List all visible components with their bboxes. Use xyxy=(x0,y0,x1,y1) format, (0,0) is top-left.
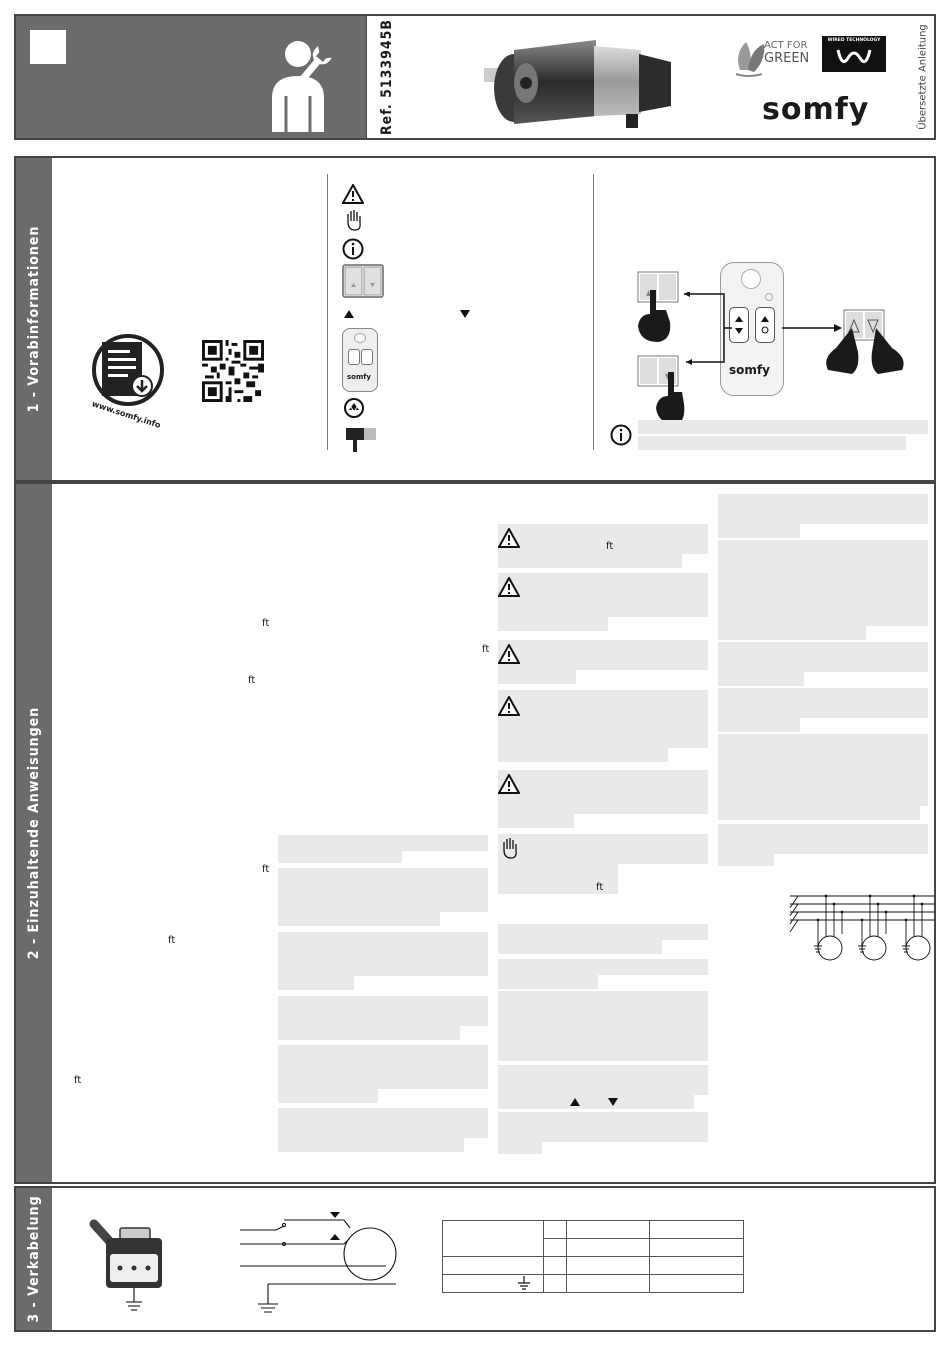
section-2-label: 2 - Einzuhaltende Anweisungen xyxy=(16,484,52,1182)
section-3-label: 3 - Verkabelung xyxy=(16,1188,52,1330)
act-for-green-line2: GREEN xyxy=(764,51,810,66)
up-down-symbol-icon xyxy=(344,398,364,418)
fragment-3: ft xyxy=(248,675,256,686)
connector-plug-icon xyxy=(344,426,378,454)
note-block-c2-3 xyxy=(278,932,488,976)
remote-small-brand: somfy xyxy=(347,373,371,381)
note-block-c4-1 xyxy=(718,494,928,524)
fragment-1: ft xyxy=(262,618,270,629)
warning-block-5 xyxy=(498,770,708,814)
note-block-c2-1 xyxy=(278,835,488,851)
header-dark-panel xyxy=(16,16,366,138)
note-block-c4-1b xyxy=(718,524,800,538)
stop-hand-icon xyxy=(344,208,364,232)
warning-block-1b xyxy=(498,554,682,568)
up-arrow-icon xyxy=(344,310,354,318)
note-block-c2-6b xyxy=(278,1138,464,1152)
section-1-divider-2 xyxy=(593,174,594,450)
two-hands-switch xyxy=(822,308,912,378)
switch-press-up xyxy=(636,270,686,346)
header-band xyxy=(14,14,936,140)
warning-icon-3 xyxy=(498,644,520,664)
ground-icon xyxy=(517,1276,531,1291)
warning-block-3 xyxy=(498,640,708,670)
warning-icon xyxy=(342,184,364,204)
note-block-c3-1 xyxy=(498,924,708,940)
wiring-table-row-1 xyxy=(443,1221,744,1239)
info-icon-section1 xyxy=(610,424,632,446)
somfy-logo: somfy xyxy=(762,92,870,127)
stop-block xyxy=(498,834,708,864)
installer-icon xyxy=(268,36,360,134)
wall-switch-icon xyxy=(342,264,384,298)
section-3 xyxy=(14,1186,936,1332)
remote-large-brand: somfy xyxy=(729,363,770,377)
wired-wave-icon xyxy=(822,44,886,70)
note-block-c3-2 xyxy=(498,959,708,975)
note-block-c4-5 xyxy=(718,734,928,806)
warning-icon-1 xyxy=(498,528,520,548)
warning-block-2b xyxy=(498,617,608,631)
ref-label: Ref. 5133945B xyxy=(366,16,407,138)
note-block-c2-5 xyxy=(278,1045,488,1089)
note-block-c3-2b xyxy=(498,975,598,989)
note-block-c2-3b xyxy=(278,976,354,990)
note-block-c4-6 xyxy=(718,824,928,854)
note-block-c4-4b xyxy=(718,718,800,732)
up-arrow-inline xyxy=(570,1098,580,1106)
warning-block-1 xyxy=(498,524,708,554)
note-block-c4-3b xyxy=(718,672,804,686)
language-box xyxy=(30,30,66,64)
fragment-5: ft xyxy=(168,935,176,946)
section-1-divider-1 xyxy=(327,174,328,450)
note-block-c3-5b xyxy=(498,1142,542,1154)
warning-block-2 xyxy=(498,573,708,617)
fragment-7: ft xyxy=(606,541,614,552)
note-block-c3-3 xyxy=(498,991,708,1061)
warning-block-4 xyxy=(498,690,708,748)
wired-technology-logo: WIRED TECHNOLOGY xyxy=(822,36,886,72)
down-arrow-inline xyxy=(608,1098,618,1106)
note-block-c4-2b xyxy=(718,626,866,640)
act-for-green-line1: ACT FOR xyxy=(764,40,808,51)
note-block-c4-5b xyxy=(718,806,920,820)
fragment-4: ft xyxy=(262,864,270,875)
parallel-wiring-diagram xyxy=(786,886,936,962)
wiring-table-row-4 xyxy=(443,1275,744,1293)
note-block-c4-2 xyxy=(718,540,928,626)
warning-block-5b xyxy=(498,814,574,828)
note-block-c4-3 xyxy=(718,642,928,672)
qr-code xyxy=(202,340,264,402)
motor-image xyxy=(466,28,686,134)
fragment-2: ft xyxy=(482,644,490,655)
section-1 xyxy=(14,156,936,482)
fragment-8: ft xyxy=(596,882,604,893)
note-block-c2-4b xyxy=(278,1026,460,1040)
translated-instructions-note: Übersetzte Anleitung xyxy=(917,24,929,130)
note-block-c2-2b xyxy=(278,912,440,926)
warning-icon-2 xyxy=(498,577,520,597)
note-block-c2-1b xyxy=(278,851,402,863)
note-block-c2-5b xyxy=(278,1089,378,1103)
wiring-table-row-3 xyxy=(443,1257,744,1275)
note-block-c3-5 xyxy=(498,1112,708,1142)
note-block-c3-4 xyxy=(498,1065,708,1095)
note-block-c4-4 xyxy=(718,688,928,718)
info-icon xyxy=(342,238,364,260)
info-note-line1 xyxy=(638,420,928,434)
info-note-line2 xyxy=(638,436,906,450)
warning-block-4b xyxy=(498,748,668,762)
pairing-arrows xyxy=(684,292,844,366)
motor-wiring-schematic xyxy=(236,1206,406,1316)
remote-control-small xyxy=(342,328,378,392)
down-arrow-icon xyxy=(460,310,470,318)
switch-press-down xyxy=(636,354,686,426)
motor-connector-diagram xyxy=(86,1218,168,1314)
note-block-c3-4b xyxy=(498,1095,694,1109)
note-block-c4-6b xyxy=(718,854,774,866)
warning-block-3b xyxy=(498,670,576,684)
note-block-c2-2 xyxy=(278,868,488,912)
note-block-c3-1b xyxy=(498,940,662,954)
website-text: www.somfy.info xyxy=(90,399,162,430)
section-1-label: 1 - Vorabinformationen xyxy=(16,158,52,480)
stop-hand-icon-2 xyxy=(500,836,520,860)
note-block-c2-4 xyxy=(278,996,488,1026)
section-2 xyxy=(14,482,936,1184)
warning-icon-4 xyxy=(498,696,520,716)
wiring-table xyxy=(442,1220,744,1293)
warning-icon-5 xyxy=(498,774,520,794)
fragment-6: ft xyxy=(74,1075,82,1086)
note-block-c2-6 xyxy=(278,1108,488,1138)
